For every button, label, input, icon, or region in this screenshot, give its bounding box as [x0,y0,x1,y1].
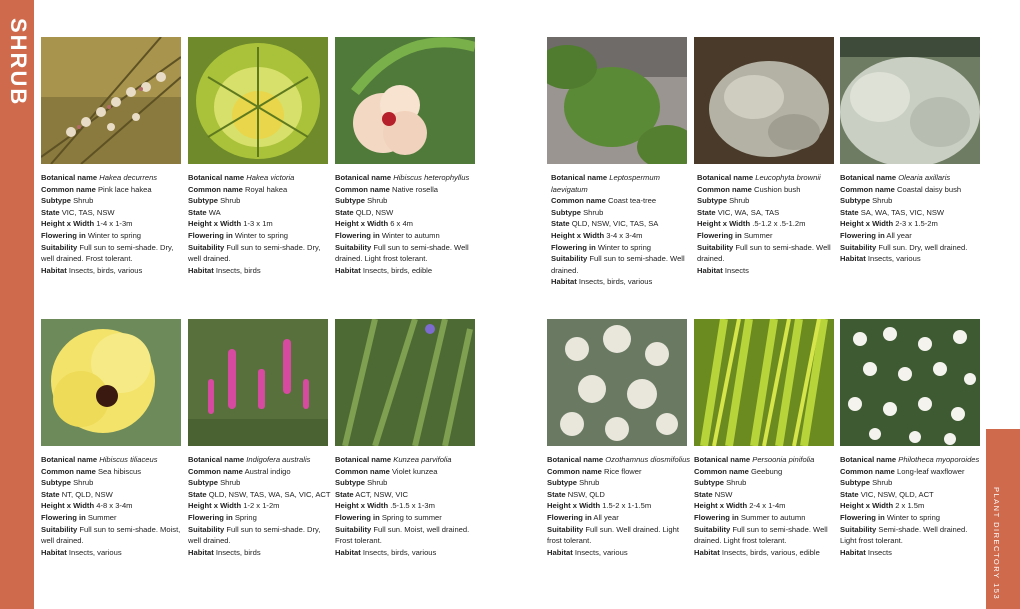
subtype-row: Subtype Shrub [188,478,241,488]
common-name-row: Common name Native rosella [335,184,438,194]
common-name-row: Common name Pink lace hakea [41,184,152,194]
botanical-name-row: Botanical name Leptospermum laevigatum [551,173,660,194]
suitability-row: Suitability Full sun. Dry, well drained. [840,242,968,252]
botanical-name-row: Botanical name Hibiscus tiliaceus [41,455,158,464]
size-row: Height x Width 2 x 1.5m [840,501,925,511]
flowering-row: Flowering in Summer [41,512,117,522]
habitat-row: Habitat Insects, birds [188,547,261,557]
plant-card [335,454,479,558]
common-name-row: Common name Austral indigo [188,466,291,476]
habitat-row: Habitat Insects [697,265,749,275]
size-row: Height x Width 2-3 x 1.5-2m [840,219,938,229]
state-row: State NT, QLD, NSW [41,489,113,499]
waxflower-photo [840,319,980,446]
size-row: Height x Width 1-3 x 1m [188,219,273,229]
state-row: State VIC, TAS, NSW [41,207,115,217]
flowering-row: Flowering in Spring [188,512,257,522]
suitability-row: Suitability Full sun to semi-shade. Dry, well drained. Frost tolerant. [41,242,174,264]
subtype-row: Subtype Shrub [335,478,388,488]
tea-tree-photo [547,37,687,164]
suitability-row: Suitability Full sun to semi-shade. Well drained. [697,242,831,264]
state-row: State QLD, NSW, TAS, WA, SA, VIC, ACT [188,489,331,499]
botanical-name-row: Botanical name Hibiscus heterophyllus [335,173,470,182]
flowering-row: Flowering in All year [547,512,619,522]
habitat-row: Habitat Insects, various [840,254,921,264]
subtype-row: Subtype Shrub [188,196,241,206]
botanical-name-row: Botanical name Ozothamnus diosmifolius [547,455,691,464]
rice-flower-photo [547,319,687,446]
flowering-row: Flowering in Summer [697,230,773,240]
habitat-row: Habitat Insects, birds, various [335,547,437,557]
footer-label [992,487,1001,600]
state-row: State VIC, WA, SA, TAS [697,207,780,217]
flowering-row: Flowering in Summer to autumn [694,512,806,522]
size-row: Height x Width 1.5-2 x 1-1.5m [547,501,652,511]
subtype-row: Subtype Shrub [694,478,747,488]
directory-label: PLANT DIRECTORY [992,487,1001,580]
common-name-row: Common name Long-leaf waxflower [840,466,965,476]
geebung-photo [694,319,834,446]
botanical-name-row: Botanical name Leucophyta brownii [697,173,821,182]
botanical-name-row: Botanical name Philotheca myoporoides [840,455,980,464]
suitability-row: Suitability Full sun to semi-shade. Dry, well drained. [188,242,321,264]
subtype-row: Subtype Shrub [41,196,94,206]
plant-card [547,454,691,558]
habitat-row: Habitat Insects, birds, various [41,265,143,275]
subtype-row: Subtype Shrub [697,196,750,206]
suitability-row: Suitability Full sun. Moist, well drained. Frost tolerant. [335,524,470,546]
habitat-row: Habitat Insects, birds, edible [335,265,433,275]
suitability-row: Suitability Full sun to semi-shade. Moist, well drained. [41,524,181,546]
flowering-row: Flowering in Winter to spring [551,242,652,252]
subtype-row: Subtype Shrub [551,207,604,217]
flowering-row: Flowering in Winter to spring [41,230,142,240]
plant-card [188,172,332,276]
section-title: SHRUB [6,18,31,107]
size-row: Height x Width 4-8 x 3-4m [41,501,133,511]
footer-tab [986,429,1020,609]
botanical-name-row: Botanical name Hakea victoria [188,173,295,182]
common-name-row: Common name Violet kunzea [335,466,438,476]
suitability-row: Suitability Full sun to semi-shade. Well drained. [551,254,685,275]
size-row: Height x Width 2-4 x 1-4m [694,501,786,511]
botanical-name-row: Botanical name Persoonia pinifolia [694,455,815,464]
state-row: State WA [188,207,221,217]
botanical-name-row: Botanical name Olearia axillaris [840,173,951,182]
hakea-leaf-photo [188,37,328,164]
sea-hibiscus-photo [41,319,181,446]
common-name-row: Common name Rice flower [547,466,642,476]
size-row: Height x Width .5-1.2 x .5-1.2m [697,219,806,229]
state-row: State QLD, NSW, VIC, TAS, SA [551,219,659,229]
subtype-row: Subtype Shrub [547,478,600,488]
habitat-row: Habitat Insects, various [547,547,628,557]
plant-card [41,172,185,276]
section-tab [0,0,34,609]
subtype-row: Subtype Shrub [335,196,388,206]
common-name-row: Common name Coastal daisy bush [840,184,962,194]
cushion-bush-photo [694,37,834,164]
flowering-row: Flowering in Winter to spring [188,230,289,240]
botanical-name-row: Botanical name Kunzea parvifolia [335,455,452,464]
suitability-row: Suitability Full sun. Well drained. Light frost tolerant. [547,524,679,546]
subtype-row: Subtype Shrub [840,478,893,488]
suitability-row: Suitability Full sun to semi-shade. Well drained. Light frost tolerant. [694,524,828,546]
habitat-row: Habitat Insects, birds, various, edible [694,547,820,557]
flowering-row: Flowering in Winter to autumn [335,230,440,240]
common-name-row: Common name Geebung [694,466,783,476]
botanical-name-row: Botanical name Indigofera australis [188,455,311,464]
plant-card [551,172,695,288]
state-row: State NSW, QLD [547,489,605,499]
plant-card [840,172,984,265]
plant-card [335,172,479,276]
botanical-name-row: Botanical name Hakea decurrens [41,173,158,182]
state-row: State VIC, NSW, QLD, ACT [840,489,934,499]
common-name-row: Common name Coast tea-tree [551,196,657,206]
habitat-row: Habitat Insects [840,547,892,557]
hakea-flower-photo [41,37,181,164]
common-name-row: Common name Cushion bush [697,184,801,194]
suitability-row: Suitability Full sun to semi-shade. Dry, well drained. [188,524,321,546]
size-row: Height x Width 1-2 x 1-2m [188,501,280,511]
state-row: State NSW [694,489,733,499]
size-row: Height x Width 1-4 x 1-3m [41,219,133,229]
plant-card [840,454,984,558]
indigo-photo [188,319,328,446]
kunzea-photo [335,319,475,446]
habitat-row: Habitat Insects, birds, various [551,277,653,287]
habitat-row: Habitat Insects, various [41,547,122,557]
subtype-row: Subtype Shrub [41,478,94,488]
size-row: Height x Width .5-1.5 x 1-3m [335,501,435,511]
plant-card [694,454,838,558]
state-row: State ACT, NSW, VIC [335,489,409,499]
suitability-row: Suitability Full sun to semi-shade. Well drained. Light frost tolerant. [335,242,469,264]
daisy-bush-photo [840,37,980,164]
plant-card [41,454,185,558]
state-row: State SA, WA, TAS, VIC, NSW [840,207,945,217]
suitability-row: Suitability Semi-shade. Well drained. Light frost tolerant. [840,524,968,546]
size-row: Height x Width 3-4 x 3-4m [551,230,643,240]
flowering-row: Flowering in Spring to summer [335,512,442,522]
hibiscus-photo [335,37,475,164]
flowering-row: Flowering in All year [840,230,912,240]
flowering-row: Flowering in Winter to spring [840,512,941,522]
common-name-row: Common name Sea hibiscus [41,466,142,476]
plant-card [188,454,332,558]
size-row: Height x Width 6 x 4m [335,219,414,229]
common-name-row: Common name Royal hakea [188,184,288,194]
page-number: 153 [992,583,1001,601]
plant-card [697,172,841,276]
subtype-row: Subtype Shrub [840,196,893,206]
habitat-row: Habitat Insects, birds [188,265,261,275]
state-row: State QLD, NSW [335,207,394,217]
